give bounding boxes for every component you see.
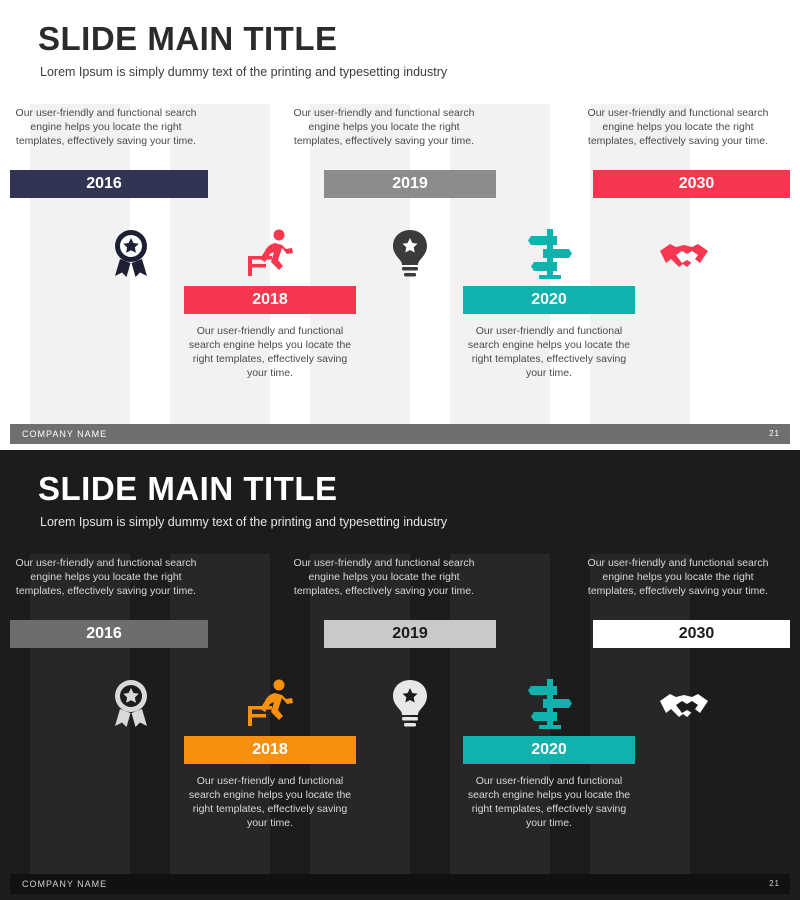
milestone-text-2030-dark: Our user-friendly and functional search engine helps you locate the right templates, effectively saving your time.: [587, 557, 769, 597]
milestone-text-2016-dark: Our user-friendly and functional search engine helps you locate the right templates, effectively saving your time.: [15, 557, 197, 597]
milestone-bar-2020[interactable]: 2020: [463, 286, 635, 314]
slide-footer-dark: [10, 874, 790, 894]
milestone-text-2030: Our user-friendly and functional search engine helps you locate the right templates, effectively saving your time.: [587, 107, 769, 147]
milestone-text-2020: Our user-friendly and functional search engine helps you locate the right templates, effectively saving your time.: [467, 325, 631, 379]
footer-company-name: COMPANY NAME: [22, 429, 108, 439]
lightbulb-icon: [383, 676, 437, 730]
footer-page-number: 21: [769, 429, 780, 438]
milestone-bar-2019[interactable]: 2019: [324, 170, 496, 198]
milestone-bar-2019-dark[interactable]: 2019: [324, 620, 496, 648]
milestone-text-2016: Our user-friendly and functional search engine helps you locate the right templates, effectively saving your time.: [15, 107, 197, 147]
medal-icon: [104, 676, 158, 730]
medal-icon: [104, 226, 158, 280]
slide-dark: [0, 450, 800, 900]
footer-page-number: 21: [769, 879, 780, 888]
milestone-bar-2020-dark[interactable]: 2020: [463, 736, 635, 764]
timeline-chart-dark: [10, 554, 790, 874]
milestone-bar-2018[interactable]: 2018: [184, 286, 356, 314]
page-title-dark: SLIDE MAIN TITLE: [38, 470, 338, 507]
runner-hurdle-icon: [244, 226, 298, 280]
timeline-chart-light: [10, 104, 790, 424]
slide-canvas-dark: [10, 460, 790, 874]
runner-hurdle-icon: [244, 676, 298, 730]
handshake-icon: [658, 680, 712, 734]
footer-company-name: COMPANY NAME: [22, 879, 108, 889]
lightbulb-icon: [383, 226, 437, 280]
slide-footer-light: [10, 424, 790, 444]
page-subtitle: Lorem Ipsum is simply dummy text of the printing and typesetting industry: [40, 65, 448, 79]
milestone-bar-2030-dark[interactable]: 2030: [593, 620, 790, 648]
milestone-text-2019: Our user-friendly and functional search engine helps you locate the right templates, effectively saving your time.: [293, 107, 475, 147]
signpost-icon: [523, 676, 577, 730]
milestone-bar-2018-dark[interactable]: 2018: [184, 736, 356, 764]
milestone-text-2019-dark: Our user-friendly and functional search engine helps you locate the right templates, effectively saving your time.: [293, 557, 475, 597]
milestone-text-2020-dark: Our user-friendly and functional search engine helps you locate the right templates, effectively saving your time.: [467, 775, 631, 829]
milestone-text-2018-dark: Our user-friendly and functional search engine helps you locate the right templates, effectively saving your time.: [188, 775, 352, 829]
page-title: SLIDE MAIN TITLE: [38, 20, 338, 57]
handshake-icon: [658, 230, 712, 284]
milestone-text-2018: Our user-friendly and functional search engine helps you locate the right templates, effectively saving your time.: [188, 325, 352, 379]
milestone-bar-2016[interactable]: 2016: [10, 170, 208, 198]
signpost-icon: [523, 226, 577, 280]
slide-canvas-light: [10, 10, 790, 424]
page-subtitle-dark: Lorem Ipsum is simply dummy text of the printing and typesetting industry: [40, 515, 448, 529]
milestone-bar-2016-dark[interactable]: 2016: [10, 620, 208, 648]
milestone-bar-2030[interactable]: 2030: [593, 170, 790, 198]
